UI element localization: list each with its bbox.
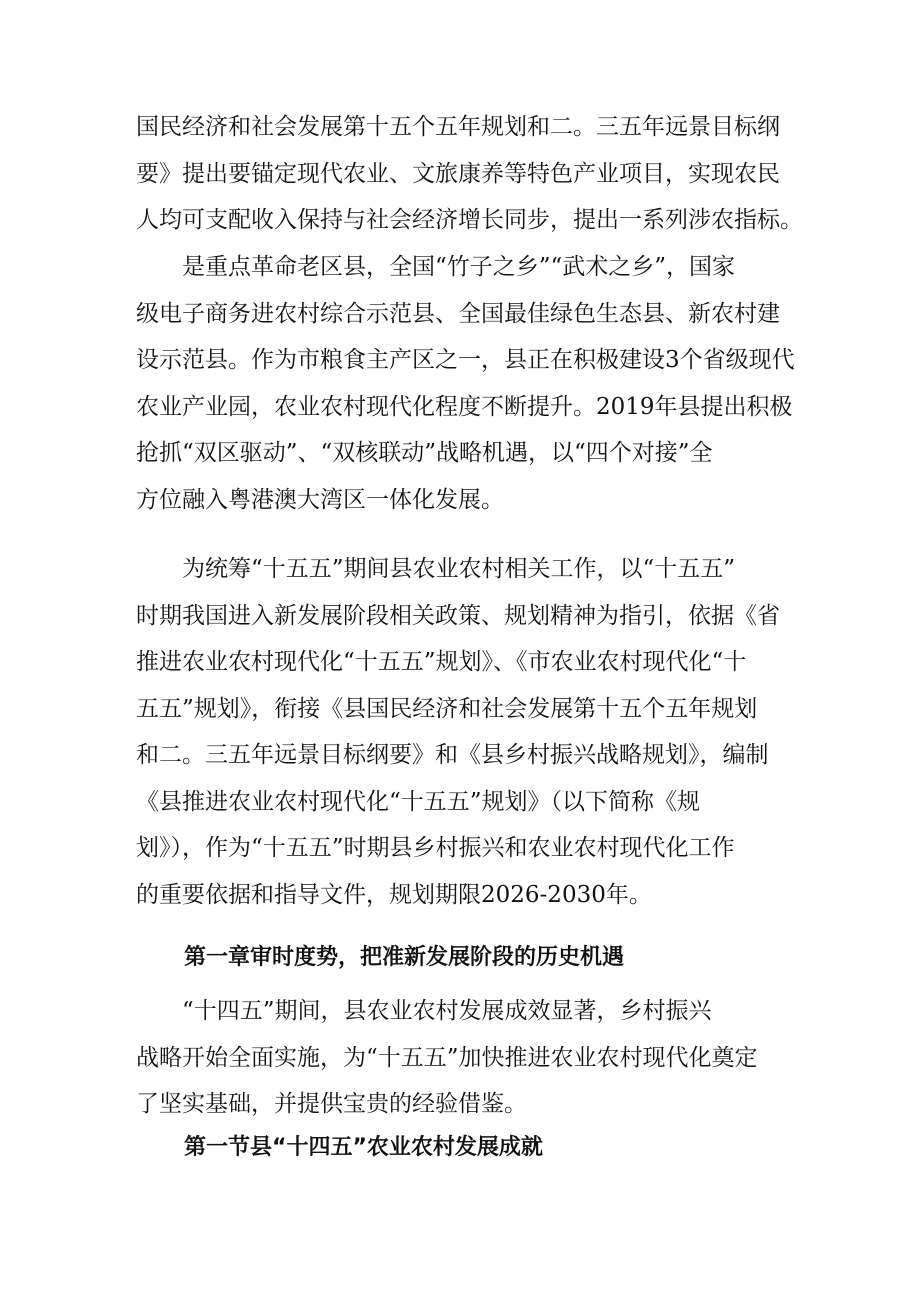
text-line: 是重点革命老区县，全国“竹子之乡”“武术之乡”，国家 (136, 254, 736, 280)
text-line: 人均可支配收入保持与社会经济增长同步，提出一系列涉农指标。 (136, 207, 803, 233)
paragraph-plan-outline (136, 104, 803, 244)
text-line: 为统筹“十五五”期间县农业农村相关工作，以“十五五” (136, 556, 736, 582)
text-line: 《县推进农业农村现代化“十五五”规划》（以下简称《规 (136, 788, 701, 815)
chapter-heading: 第一章审时度势，把准新发展阶段的历史机遇 (184, 945, 625, 970)
section-heading: 第一节县“十四五”农业农村发展成就 (184, 1135, 543, 1160)
text-line: 了坚实基础，并提供宝贵的经验借鉴。 (136, 1091, 527, 1117)
text-line: 抢抓“双区驱动”、“双核联动”战略机遇，以“四个对接”全 (136, 440, 713, 466)
text-line: 农业产业园，农业农村现代化程度不断提升。2019年县提出积极 (136, 393, 793, 420)
text-line: 和二。三五年远景目标纲要》和《县乡村振兴战略规划》，编制 (136, 742, 769, 768)
text-line: 方位融入粤港澳大湾区一体化发展。 (136, 486, 504, 513)
text-line: 划》），作为“十五五”时期县乡村振兴和农业农村现代化工作 (136, 835, 735, 861)
paragraph-plan-purpose (136, 546, 796, 918)
paragraph-achievements-intro (136, 988, 796, 1128)
text-line: 五五”规划》，衔接《县国民经济和社会发展第十五个五年规划 (136, 695, 758, 722)
text-line: 时期我国进入新发展阶段相关政策、规划精神为指引，依据《省 (136, 602, 780, 629)
text-line: 级电子商务进农村综合示范县、全国最佳绿色生态县、新农村建 (136, 300, 780, 327)
text-line: 推进农业农村现代化“十五五”规划》、《市农业农村现代化“十 (136, 649, 747, 675)
text-line: 的重要依据和指导文件，规划期限2026-2030年。 (136, 881, 652, 908)
text-line: 要》提出要锚定现代农业、文旅康养等特色产业项目，实现农民 (136, 160, 780, 187)
text-line: 战略开始全面实施，为“十五五”加快推进农业农村现代化奠定 (136, 1044, 758, 1071)
paragraph-county-profile (136, 244, 796, 523)
text-line: 设示范县。作为市粮食主产区之一，县正在积极建设3个省级现代 (136, 347, 795, 373)
text-line: “十四五”期间，县农业农村发展成效显著，乡村振兴 (136, 998, 712, 1024)
text-line: 国民经济和社会发展第十五个五年规划和二。三五年远景目标纲 (136, 114, 780, 140)
